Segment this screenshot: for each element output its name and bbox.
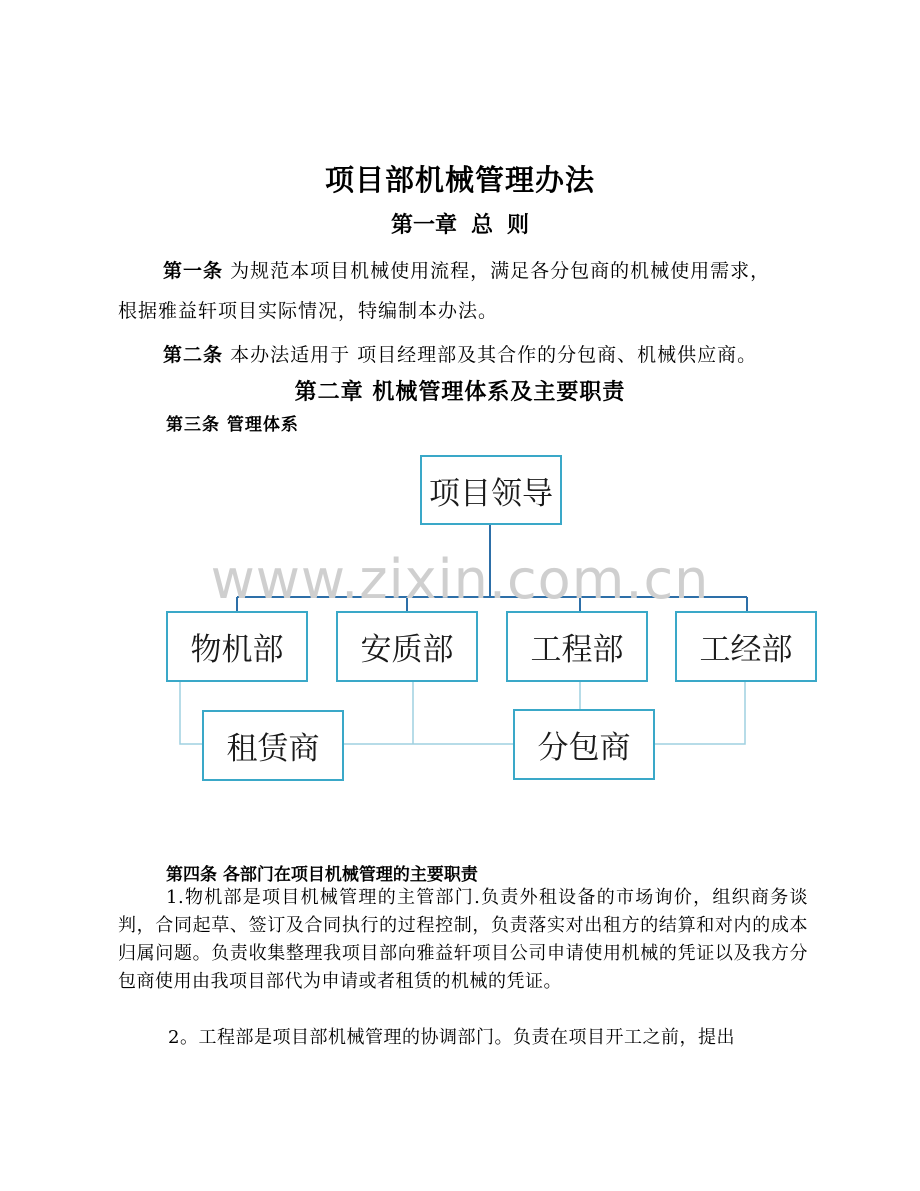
chapter-1-word-2: 则 <box>507 212 530 238</box>
article-1-line-2: 根据雅益轩项目实际情况，特编制本办法。 <box>118 300 499 322</box>
watermark: www.zixin.com.cn <box>210 548 710 611</box>
org-node-safety-quality-dept: 安质部 <box>336 611 478 682</box>
document-title: 项目部机械管理办法 <box>324 163 595 197</box>
org-node-lessor: 租赁商 <box>202 710 344 781</box>
chapter-1-prefix: 第一章 <box>390 212 457 238</box>
duty-paragraph-2: 2。工程部是项目部机械管理的协调部门。负责在项目开工之前，提出 <box>168 1027 735 1048</box>
chapter-2-heading: 第二章 机械管理体系及主要职责 <box>294 379 626 405</box>
duty-paragraph-1: 1.物机部是项目机械管理的主管部门.负责外租设备的市场询价，组织商务谈判，合同起草、签订及合同执行的过程控制，负责落实对出租方的结算和对内的成本归属问题。负责收集整理我项目部向雅益轩项目公司申请使用机械的凭证以及我方分包商使用由我项目部代为申请或者租赁的机械的凭证。 <box>118 887 808 992</box>
org-node-engineering-dept: 工程部 <box>506 611 648 682</box>
org-node-project-leader: 项目领导 <box>420 455 562 525</box>
article-2-text: 本办法适用于 项目经理部及其合作的分包商、机械供应商。 <box>230 344 758 366</box>
article-2-label: 第二条 <box>163 344 224 366</box>
org-node-subcontractor: 分包商 <box>513 709 655 780</box>
article-4-heading: 第四条 各部门在项目机械管理的主要职责 <box>166 865 478 885</box>
org-node-materials-dept: 物机部 <box>166 611 308 682</box>
chapter-1-word-1: 总 <box>470 212 493 238</box>
article-1-label: 第一条 <box>163 260 224 282</box>
article-3-heading: 第三条 管理体系 <box>166 415 299 435</box>
article-1-text-1: 为规范本项目机械使用流程，满足各分包商的机械使用需求， <box>230 260 771 282</box>
org-node-economics-dept: 工经部 <box>675 611 817 682</box>
